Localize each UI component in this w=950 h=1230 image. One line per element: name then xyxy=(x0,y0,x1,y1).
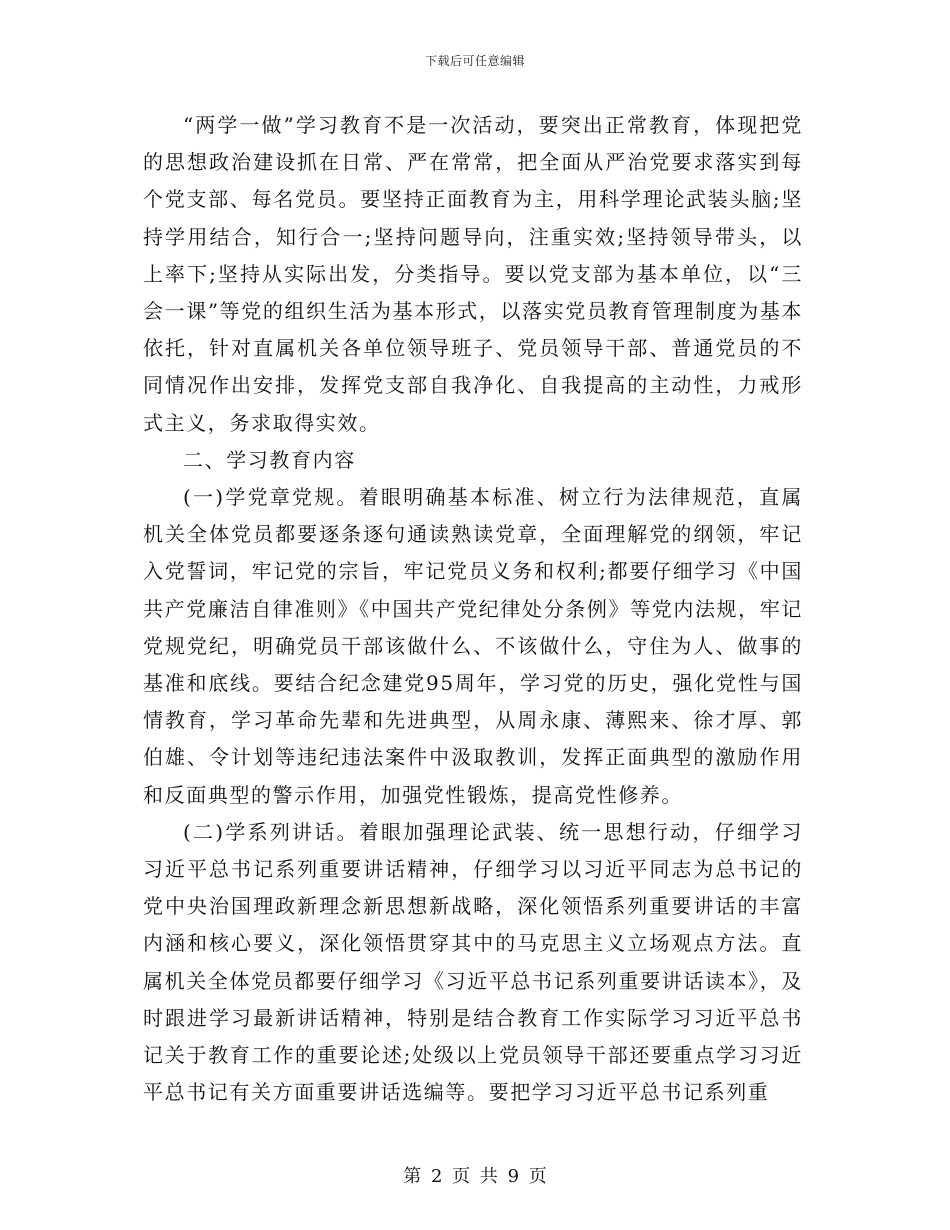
paragraph-party-rules: (一)学党章党规。着眼明确基本标准、树立行为法律规范，直属机关全体党员都要逐条逐句通读熟读党章，全面理解党的纲领，牢记入党誓词，牢记党的宗旨，牢记党员义务和权利;都要仔细学习《中国共产党廉洁自律准则》《中国共产党纪律处分条例》等党内法规，牢记党规党纪，明确党员干部该做什么、不该做什么，守住为人、做事的基准和底线。要结合纪念建党95周年，学习党的历史，强化党性与国情教育，学习革命先辈和先进典型，从周永康、薄熙来、徐才厚、郭伯雄、令计划等违纪违法案件中汲取教训，发挥正面典型的激励作用和反面典型的警示作用，加强党性锻炼，提高党性修养。 xyxy=(143,485,803,807)
section-heading-study-content: 二、学习教育内容 xyxy=(183,447,356,472)
page-header-note: 下载后可任意编辑 xyxy=(424,54,525,68)
page-number-footer: 第 2 页 共 9 页 xyxy=(403,1166,547,1187)
paragraph-speeches: (二)学系列讲话。着眼加强理论武装、统一思想行动，仔细学习习近平总书记系列重要讲话精神，仔细学习以习近平同志为总书记的党中央治国理政新理念新思想新战略，深化领悟系列重要讲话的丰富内涵和核心要义，深化领悟贯穿其中的马克思主义立场观点方法。直属机关全体党员都要仔细学习《习近平总书记系列重要讲话读本》，及时跟进学习最新讲话精神，特别是结合教育工作实际学习习近平总书记关于教育工作的重要论述;处级以上党员领导干部还要重点学习习近平总书记有关方面重要讲话选编等。要把学习习近平总书记系列重 xyxy=(143,819,803,1105)
document-body xyxy=(143,107,803,1111)
paragraph-intro: “两学一做”学习教育不是一次活动，要突出正常教育，体现把党的思想政治建设抓在日常、严在常常，把全面从严治党要求落实到每个党支部、每名党员。要坚持正面教育为主，用科学理论武装头脑;坚持学用结合，知行合一;坚持问题导向，注重实效;坚持领导带头，以上率下;坚持从实际出发，分类指导。要以党支部为基本单位，以“三会一课”等党的组织生活为基本形式，以落实党员教育管理制度为基本依托，针对直属机关各单位领导班子、党员领导干部、普通党员的不同情况作出安排，发挥党支部自我净化、自我提高的主动性，力戒形式主义，务求取得实效。 xyxy=(143,113,803,435)
